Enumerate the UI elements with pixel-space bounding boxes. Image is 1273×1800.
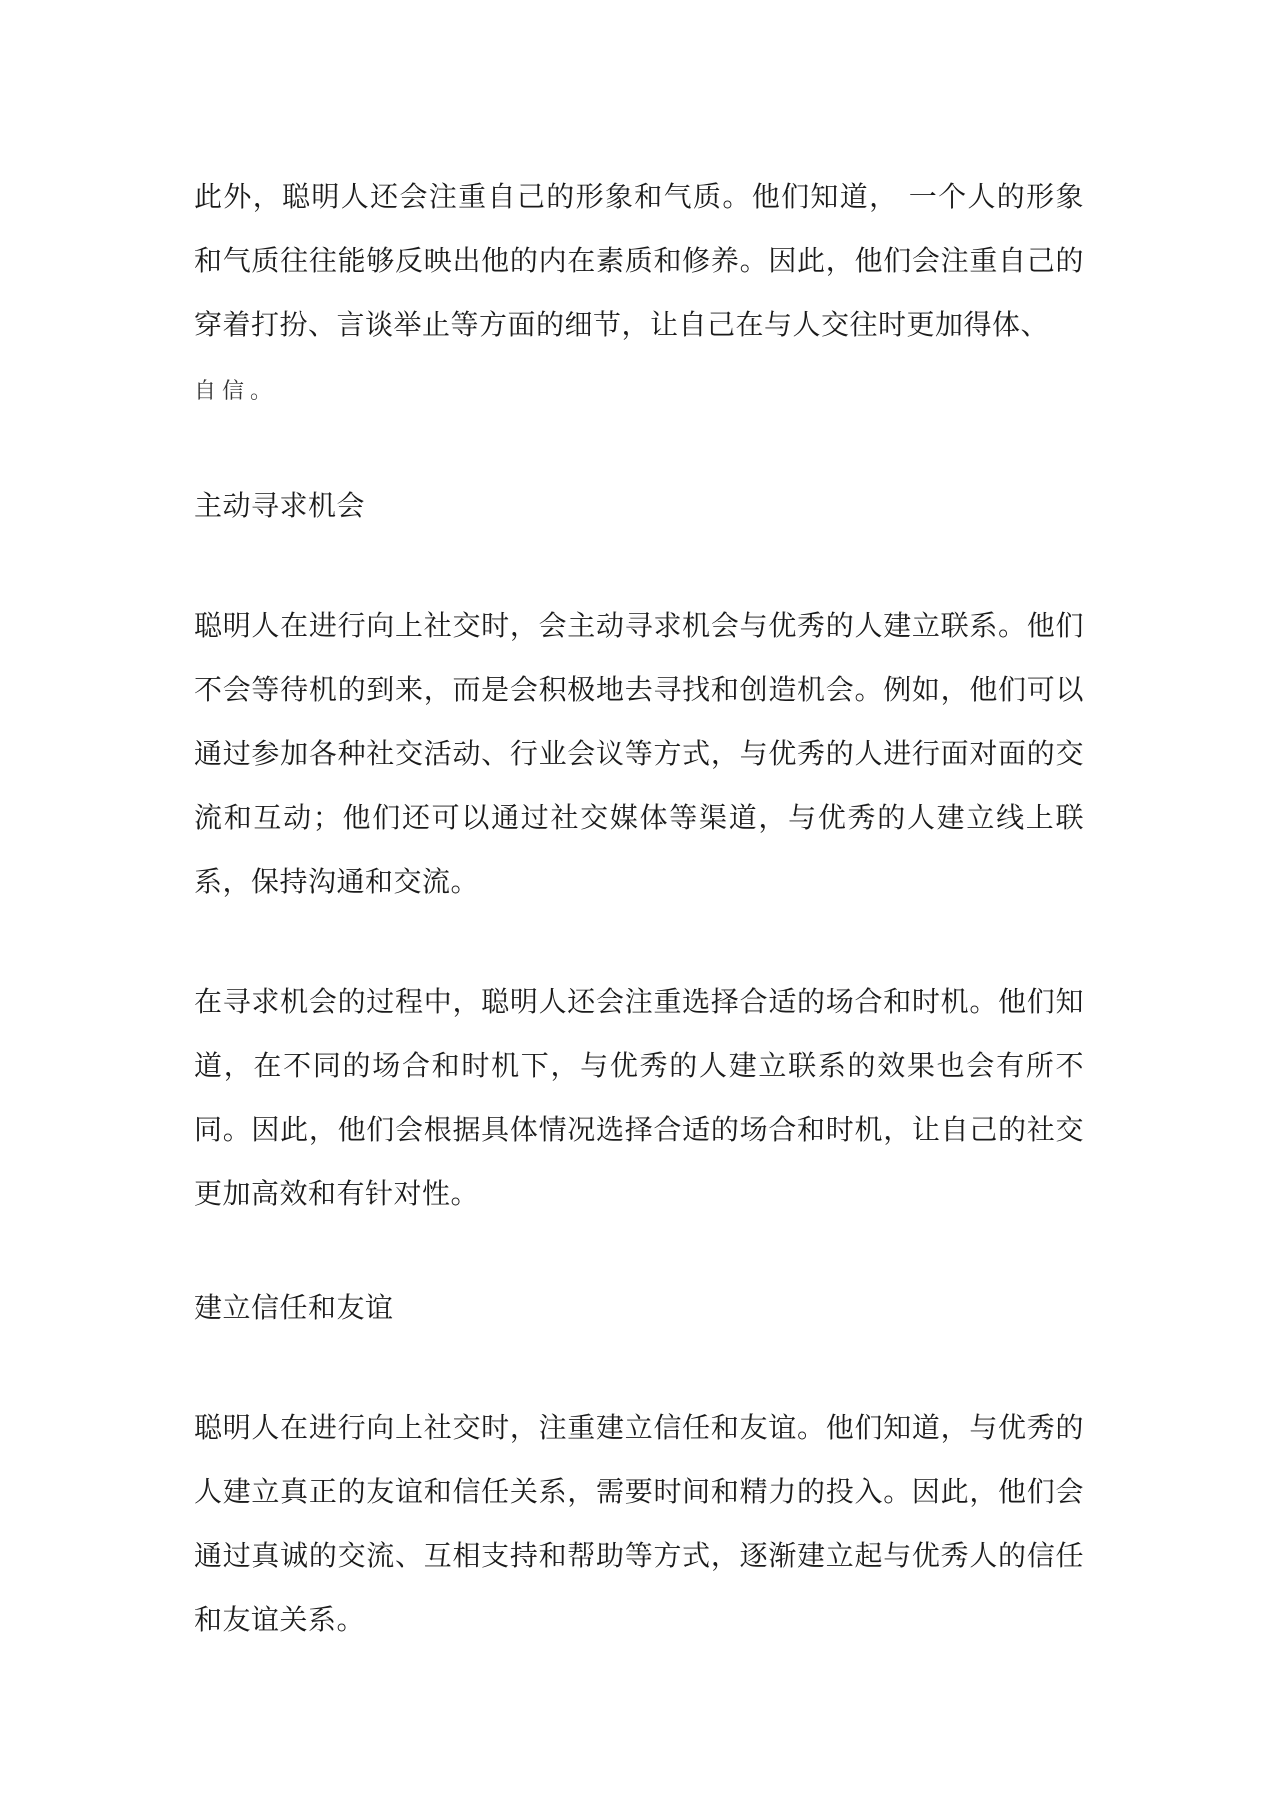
paragraph-tail-text: 自信。 bbox=[194, 379, 279, 404]
paragraph-image-and-temperament bbox=[194, 165, 1084, 424]
section-heading-build-trust: 建立信任和友谊 bbox=[194, 1291, 394, 1324]
paragraph-text: 此外，聪明人还会注重自己的形象和气质。他们知道， 一个人的形象和气质往往能够反映出他的内在素质和修养。因此，他们会注重自己的穿着打扮、言谈举止等方面的细节，让自己在与人交往时更加得体、 bbox=[194, 180, 1084, 341]
section-heading-seek-opportunities: 主动寻求机会 bbox=[194, 489, 366, 522]
paragraph-seek-opportunities: 聪明人在进行向上社交时，会主动寻求机会与优秀的人建立联系。他们不会等待机的到来，而是会积极地去寻找和创造机会。例如，他们可以通过参加各种社交活动、行业会议等方式，与优秀的人进行面对面的交流和互动；他们还可以通过社交媒体等渠道，与优秀的人建立线上联系，保持沟通和交流。 bbox=[194, 609, 1084, 898]
document-body bbox=[194, 165, 1084, 1652]
paragraph-choose-timing: 在寻求机会的过程中，聪明人还会注重选择合适的场合和时机。他们知道，在不同的场合和时机下，与优秀的人建立联系的效果也会有所不同。因此，他们会根据具体情况选择合适的场合和时机，让自己的社交更加高效和有针对性。 bbox=[194, 985, 1084, 1210]
paragraph-build-trust: 聪明人在进行向上社交时，注重建立信任和友谊。他们知道，与优秀的人建立真正的友谊和信任关系，需要时间和精力的投入。因此，他们会通过真诚的交流、互相支持和帮助等方式，逐渐建立起与优秀人的信任和友谊关系。 bbox=[194, 1411, 1084, 1636]
